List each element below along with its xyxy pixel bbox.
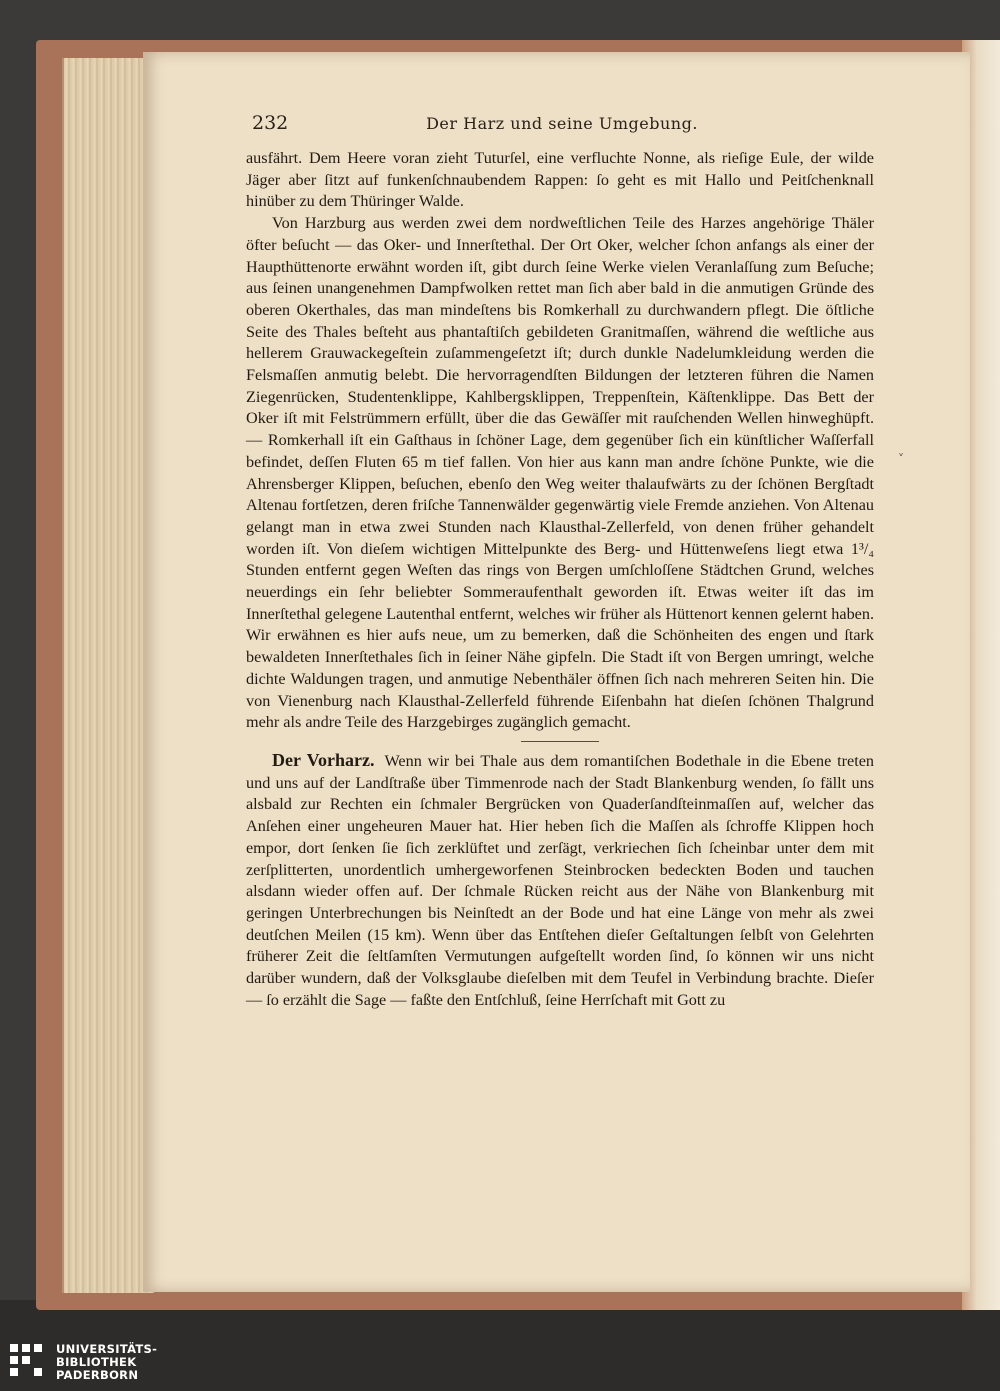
library-name-line-1: UNIVERSITÄTS-: [56, 1342, 158, 1356]
library-logo-icon: [8, 1342, 48, 1382]
paragraph-1: ausfährt. Dem Heere voran zieht Tuturſel, eine verfluchte Nonne, als rieſige Eule, der wilde Jäger aber ſitzt auf funkenſchnaubendem Rappen: ſo geht es mit Hallo und Peitſchenknall hinüber zu dem Thüringer Walde.: [246, 149, 874, 211]
paragraph-3-text: Wenn wir bei Thale aus dem romantiſchen Bodethale in die Ebene treten und uns auf der Landſtraße über Timmenrode nach der Stadt Blankenburg wenden, ſo fällt uns alsbald zur Rechten ein ſchmaler Bergrücken von Quaderſandſteinmaſſen auf, welcher das Anſehen einer ungeheuren Mauer hat. Hier heben ſich die Maſſen als ſchroffe Klippen hoch empor, dort ſenken ſie ſich zerklüftet und zerſägt, verkriechen ſich ſcheinbar unter dem mit zerſplitterten, unordentlich umhergeworfenen Steinbrocken bedeckten Boden und tauchen alsdann wieder offen auf. Der ſchmale Rücken reicht aus der Nähe von Blankenburg mit geringen Unterbrechungen bis Neinſtedt an der Bode und hat eine Länge von mehr als zwei deutſchen Meilen (15 km). Wenn über das Entſtehen dieſer Geſtaltungen ſelbſt von Gelehrten früherer Zeit die ſeltſamſten Vermutungen aufgeſtellt worden ſind, ſo können wir uns nicht darüber wundern, daß der Volksglaube dieſelben mit dem Teufel in Verbindung brachte. Dieſer — ſo erzählt die Sage — faßte den Entſchluß, ſeine Herrſchaft mit Gott zu: [246, 751, 874, 1009]
library-name: [56, 1343, 157, 1382]
page-header: [252, 112, 872, 142]
library-name-line-2: BIBLIOTHEK: [56, 1355, 137, 1369]
paragraph-3: [246, 750, 874, 1011]
running-head: Der Harz und seine Umgebung.: [426, 114, 698, 133]
page-edges: [62, 58, 154, 1293]
section-title: Der Vorharz.: [272, 749, 375, 770]
paragraph-2: Von Harzburg aus werden zwei dem nordweſtlichen Teile des Harzes angehörige Thäler öfter beſucht — das Oker- und Innerſtethal. Der Ort Oker, welcher ſchon anfangs als einer der Haupthüttenorte erwähnt worden iſt, gibt durch ſeine Werke vielen Veranlaſſung zum Beſuche; aus ſeinen unangenehmen Dampfwolken rettet man ſich aber bald in die anmutigen Gründe des oberen Okerthales, das man mindeſtens bis Romkerhall zu durchwandern pflegt. Die öſtliche Seite des Thales beſteht aus phantaſtiſch gebildeten Granitmaſſen, während die weſtliche aus hellerem Grauwackegeſtein zuſammengeſetzt iſt; durch dunkle Nadelumkleidung werden die Felsmaſſen anmutig belebt. Die hervorragendſten Bildungen der letzteren führen die Namen Ziegenrücken, Studentenklippe, Kahlbergsklippen, Treppenſtein, Käſtenklippe. Das Bett der Oker iſt mit Felstrümmern erfüllt, über die das Gewäſſer mit rauſchenden Wellen hinweghüpft. — Romkerhall iſt ein Gaſthaus in ſchöner Lage, dem gegenüber ſich ein künſtlicher Waſſerfall befindet, deſſen Fluten 65 m tief fallen. Von hier aus kann man andre ſchöne Punkte, wie die Ahrensberger Klippen, beſuchen, ebenſo den Weg weiter thalaufwärts zu der ſchönen Bergſtadt Altenau fortſetzen, deren friſche Tannenwälder gegenwärtig viele Fremde anziehen. Von Altenau gelangt man in etwa zwei Stunden nach Klausthal-Zellerfeld, von denen früher gehandelt worden iſt. Von dieſem wichtigen Mittelpunkte des Berg- und Hüttenweſens liegt etwa 1³/₄ Stunden entfernt gegen Weſten das rings von Bergen umſchloſſene Städtchen Grund, welches neuerdings ein ſehr beliebter Sommeraufenthalt geworden iſt. Etwas weiter iſt das im Innerſtethal gelegene Lautenthal entfernt, welches wir früher als Hüttenort kennen gelernt haben. Wir erwähnen es hier aufs neue, um zu bemerken, daß die Schönheiten des engen und ſtark bewaldeten Innerſtethales ſich in ſeiner Nähe gipfeln. Die Stadt iſt von Bergen umringt, welche dichte Waldungen tragen, und anmutige Nebenthäler öffnen ſich nach mehreren Seiten hin. Die von Vienenburg nach Klausthal-Zellerfeld führende Eiſenbahn hat dieſen ſchönen Thalgrund mehr als andre Teile des Harzgebirges zugänglich gemacht.: [246, 214, 874, 732]
page-number: 232: [252, 112, 289, 134]
body-text: [246, 148, 874, 1011]
section-divider: [521, 741, 599, 742]
margin-mark: ˅: [898, 452, 904, 466]
library-logo: [8, 1340, 168, 1386]
library-name-line-3: PADERBORN: [56, 1368, 139, 1382]
